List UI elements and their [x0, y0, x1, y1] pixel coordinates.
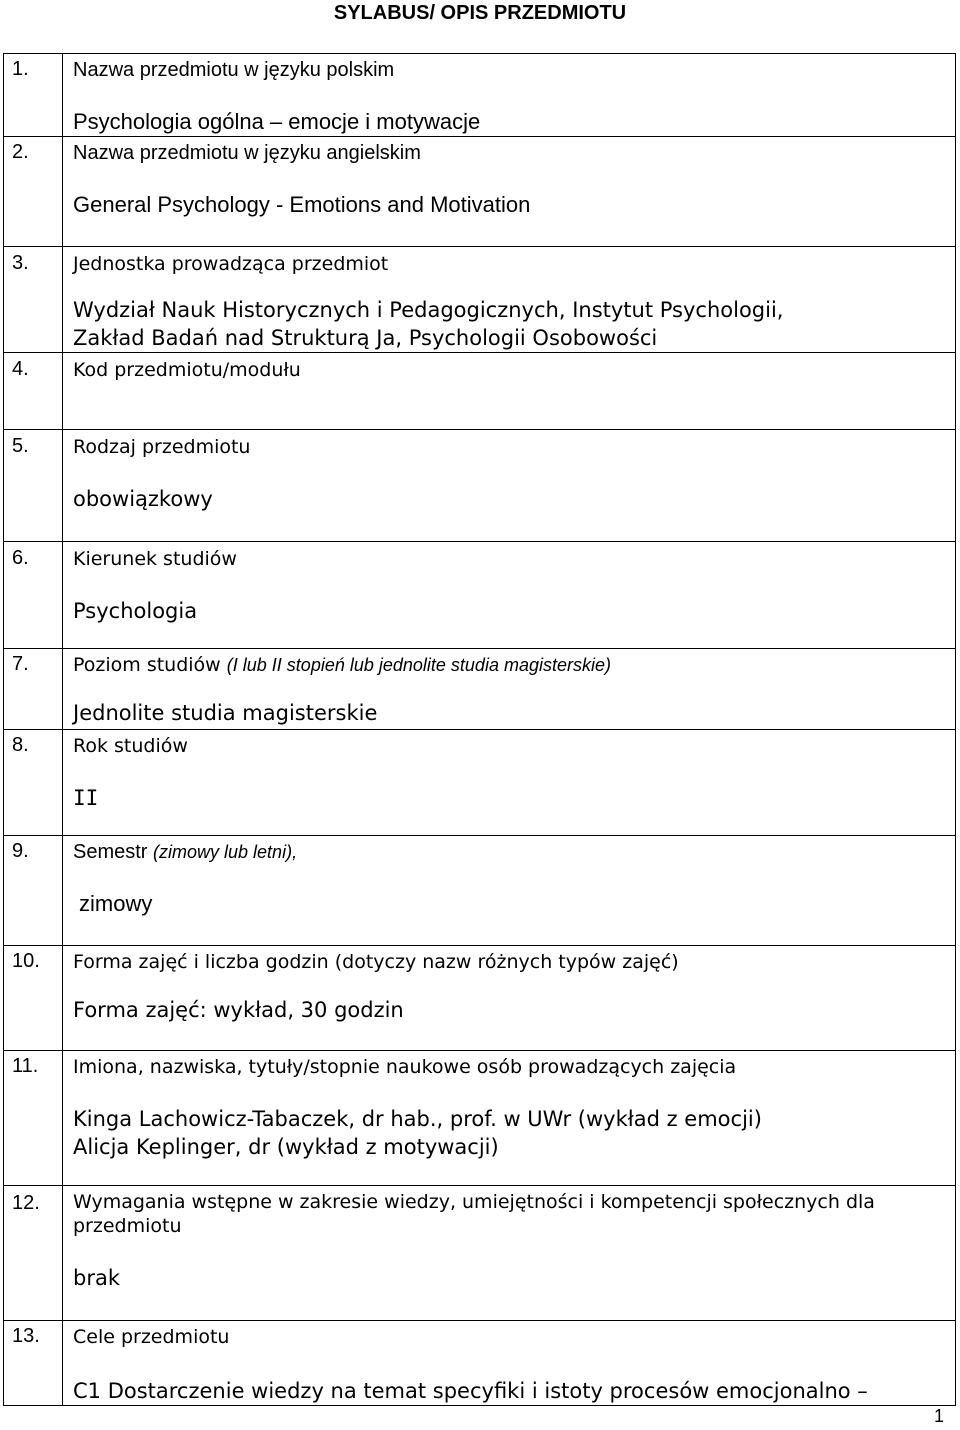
row-heading-line: Wymagania wstępne w zakresie wiedzy, umiejętności i kompetencji społecznych dla	[73, 1191, 875, 1213]
row-heading: Semestr	[73, 841, 148, 863]
row-heading: Imiona, nazwiska, tytuły/stopnie naukowe osób prowadzących zajęcia	[73, 1056, 737, 1078]
row-heading: Rodzaj przedmiotu	[73, 436, 251, 458]
row-number: 7.	[12, 653, 29, 675]
row-value: II	[73, 786, 99, 810]
row-number: 6.	[12, 547, 29, 569]
row-number: 8.	[12, 734, 29, 756]
table-row	[4, 430, 956, 542]
row-number: 12.	[12, 1192, 40, 1214]
page-number: 1	[933, 1406, 944, 1426]
table-row	[4, 836, 956, 946]
row-heading: Cele przedmiotu	[73, 1326, 230, 1348]
row-value: General Psychology - Emotions and Motivation	[73, 192, 531, 217]
table-row	[4, 542, 956, 649]
table-row	[4, 1321, 956, 1406]
row-number: 1.	[12, 58, 29, 80]
row-heading: Jednostka prowadząca przedmiot	[73, 253, 389, 275]
row-number: 5.	[12, 435, 29, 457]
table-row	[4, 1186, 956, 1321]
row-number: 10.	[12, 950, 40, 972]
row-value: C1 Dostarczenie wiedzy na temat specyfiki i istoty procesów emocjonalno –	[73, 1379, 868, 1403]
row-heading-note: (zimowy lub letni),	[153, 842, 298, 862]
row-value: Psychologia	[73, 599, 198, 623]
row-value: brak	[73, 1266, 120, 1290]
row-heading-line: przedmiotu	[73, 1215, 182, 1237]
row-number: 11.	[12, 1055, 39, 1077]
row-number: 3.	[12, 252, 29, 274]
row-value: zimowy	[79, 891, 153, 916]
row-number: 4.	[12, 358, 29, 380]
table-row	[4, 137, 956, 247]
row-heading: Nazwa przedmiotu w języku polskim	[73, 59, 395, 81]
row-value: Jednolite studia magisterskie	[73, 701, 378, 725]
row-value-line: Alicja Keplinger, dr (wykład z motywacji)	[73, 1135, 499, 1159]
row-value-line: Zakład Badań nad Strukturą Ja, Psychologii Osobowości	[73, 326, 658, 350]
row-heading: Forma zajęć i liczba godzin (dotyczy nazw różnych typów zajęć)	[73, 951, 679, 973]
table-row	[4, 54, 956, 137]
row-number: 13.	[12, 1325, 40, 1347]
table-row	[4, 247, 956, 353]
row-heading-note: (I lub II stopień lub jednolite studia magisterskie)	[226, 655, 611, 675]
row-value-line: Kinga Lachowicz-Tabaczek, dr hab., prof. w UWr (wykład z emocji)	[73, 1107, 762, 1131]
table-row	[4, 730, 956, 836]
row-value: Psychologia ogólna – emocje i motywacje	[73, 109, 481, 134]
table-row	[4, 649, 956, 730]
row-heading: Rok studiów	[73, 735, 188, 757]
row-value: Forma zajęć: wykład, 30 godzin	[73, 998, 404, 1022]
table-row	[4, 946, 956, 1051]
row-heading: Kierunek studiów	[73, 548, 237, 570]
syllabus-table	[3, 53, 956, 1406]
row-heading: Nazwa przedmiotu w języku angielskim	[73, 142, 421, 164]
row-value-line: Wydział Nauk Historycznych i Pedagogicznych, Instytut Psychologii,	[73, 298, 784, 322]
row-heading: Kod przedmiotu/modułu	[73, 359, 301, 381]
table-row	[4, 1051, 956, 1186]
document-title: SYLABUS/ OPIS PRZEDMIOTU	[333, 2, 627, 24]
row-number: 9.	[12, 840, 29, 862]
row-heading: Poziom studiów	[73, 654, 221, 676]
table-row	[4, 353, 956, 430]
row-value: obowiązkowy	[73, 487, 213, 511]
row-number: 2.	[12, 141, 29, 163]
